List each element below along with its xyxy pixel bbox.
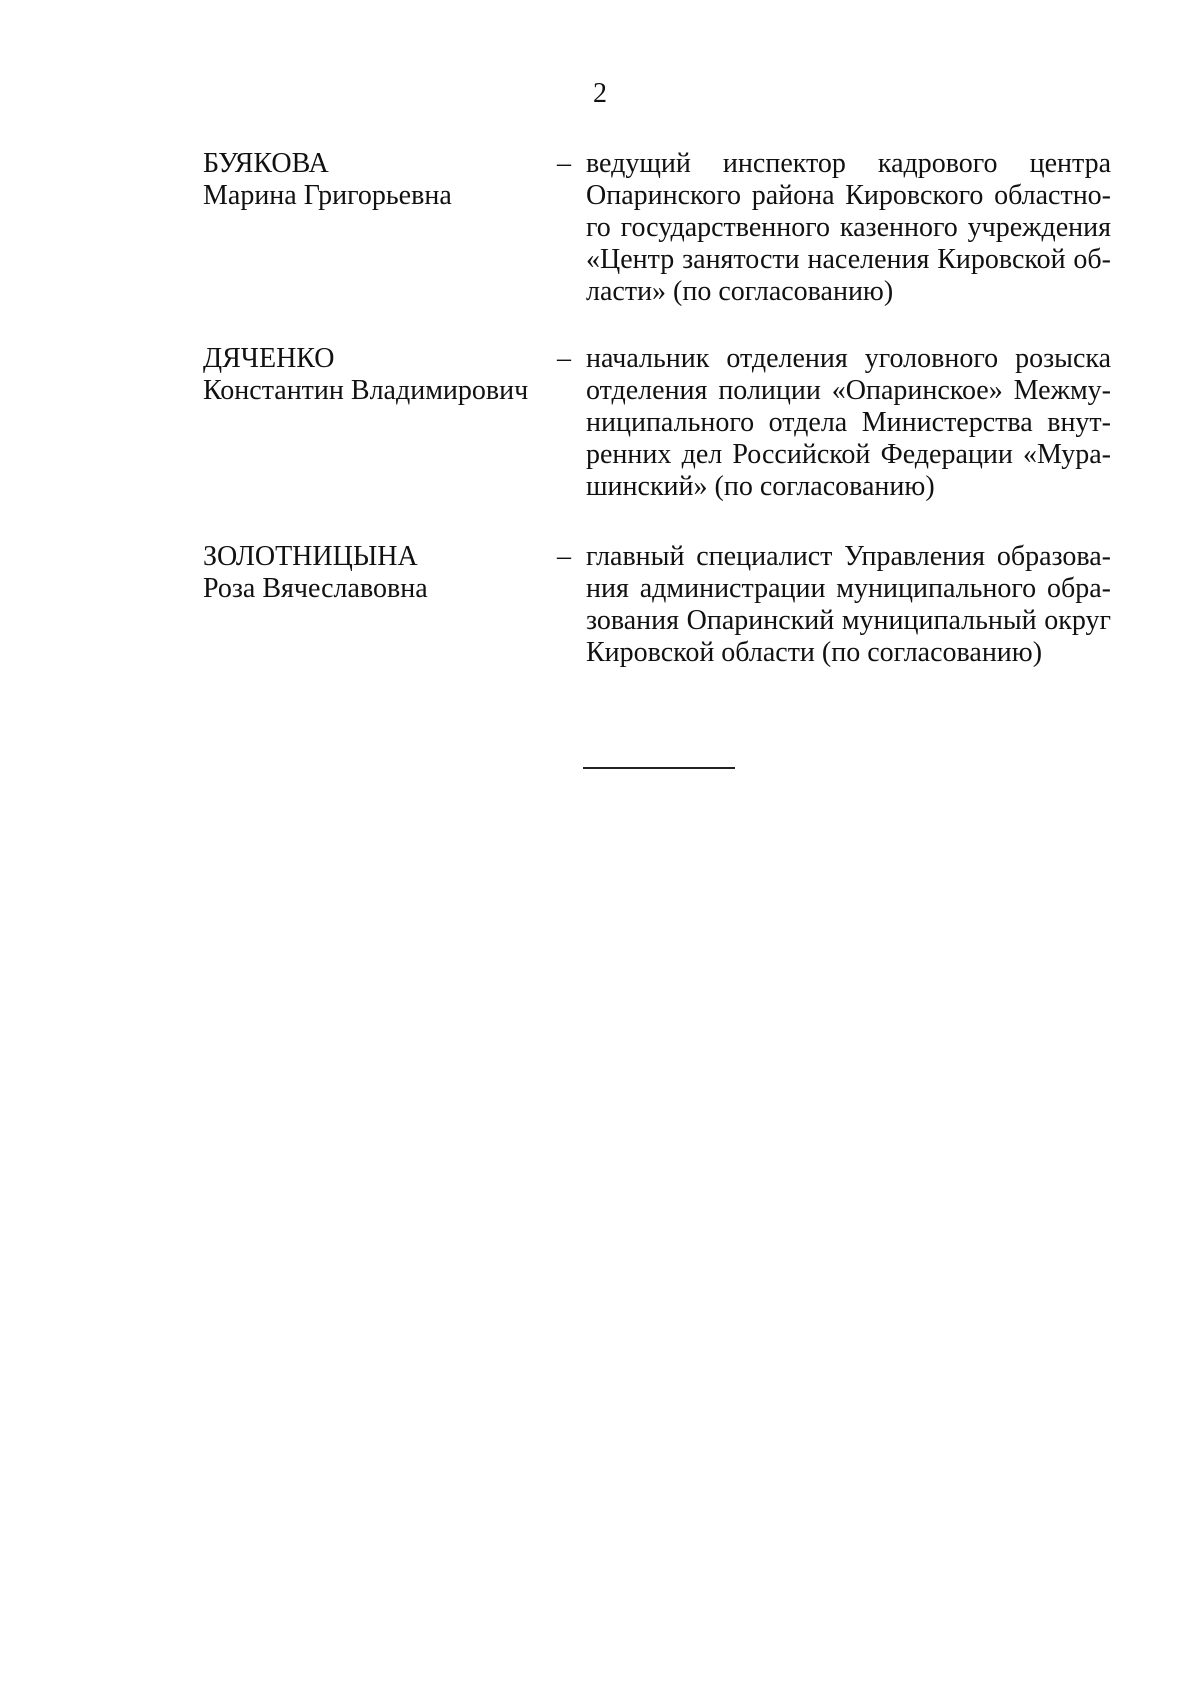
end-of-list-rule	[583, 767, 735, 769]
position-line: «Центр занятости населения Кировской об-	[586, 244, 1111, 275]
position-line: ведущий инспектор кадрового центра	[586, 148, 1111, 179]
entry-dash: –	[557, 541, 571, 572]
member-name	[203, 541, 543, 605]
position-line: Опаринского района Кировского областно-	[586, 180, 1111, 211]
member-given-names: Константин Владимирович	[203, 375, 529, 406]
member-surname: БУЯКОВА	[203, 148, 329, 179]
position-line: Кировской области (по согласованию)	[586, 637, 1043, 668]
member-surname: ДЯЧЕНКО	[203, 343, 335, 374]
entry-dash: –	[557, 148, 571, 179]
position-line: ния администрации муниципального обра-	[586, 573, 1111, 604]
member-position	[586, 343, 1111, 503]
position-line: ренних дел Российской Федерации «Мура-	[586, 439, 1111, 470]
position-line: го государственного казенного учреждения	[586, 212, 1111, 243]
position-line: зования Опаринский муниципальный округ	[586, 605, 1111, 636]
member-surname: ЗОЛОТНИЦЫНА	[203, 541, 418, 572]
position-line: начальник отделения уголовного розыска	[586, 343, 1111, 374]
entry-dash: –	[557, 343, 571, 374]
position-line: отделения полиции «Опаринское» Межму-	[586, 375, 1111, 406]
member-given-names: Роза Вячеславовна	[203, 573, 428, 604]
position-line: главный специалист Управления образова-	[586, 541, 1111, 572]
page-number: 2	[593, 78, 607, 109]
position-line: шинский» (по согласованию)	[586, 471, 935, 502]
position-line: ласти» (по согласованию)	[586, 276, 894, 307]
member-name	[203, 343, 543, 407]
position-line: ниципального отдела Министерства внут-	[586, 407, 1111, 438]
member-name	[203, 148, 543, 212]
member-position	[586, 148, 1111, 308]
member-position	[586, 541, 1111, 669]
member-given-names: Марина Григорьевна	[203, 180, 452, 211]
